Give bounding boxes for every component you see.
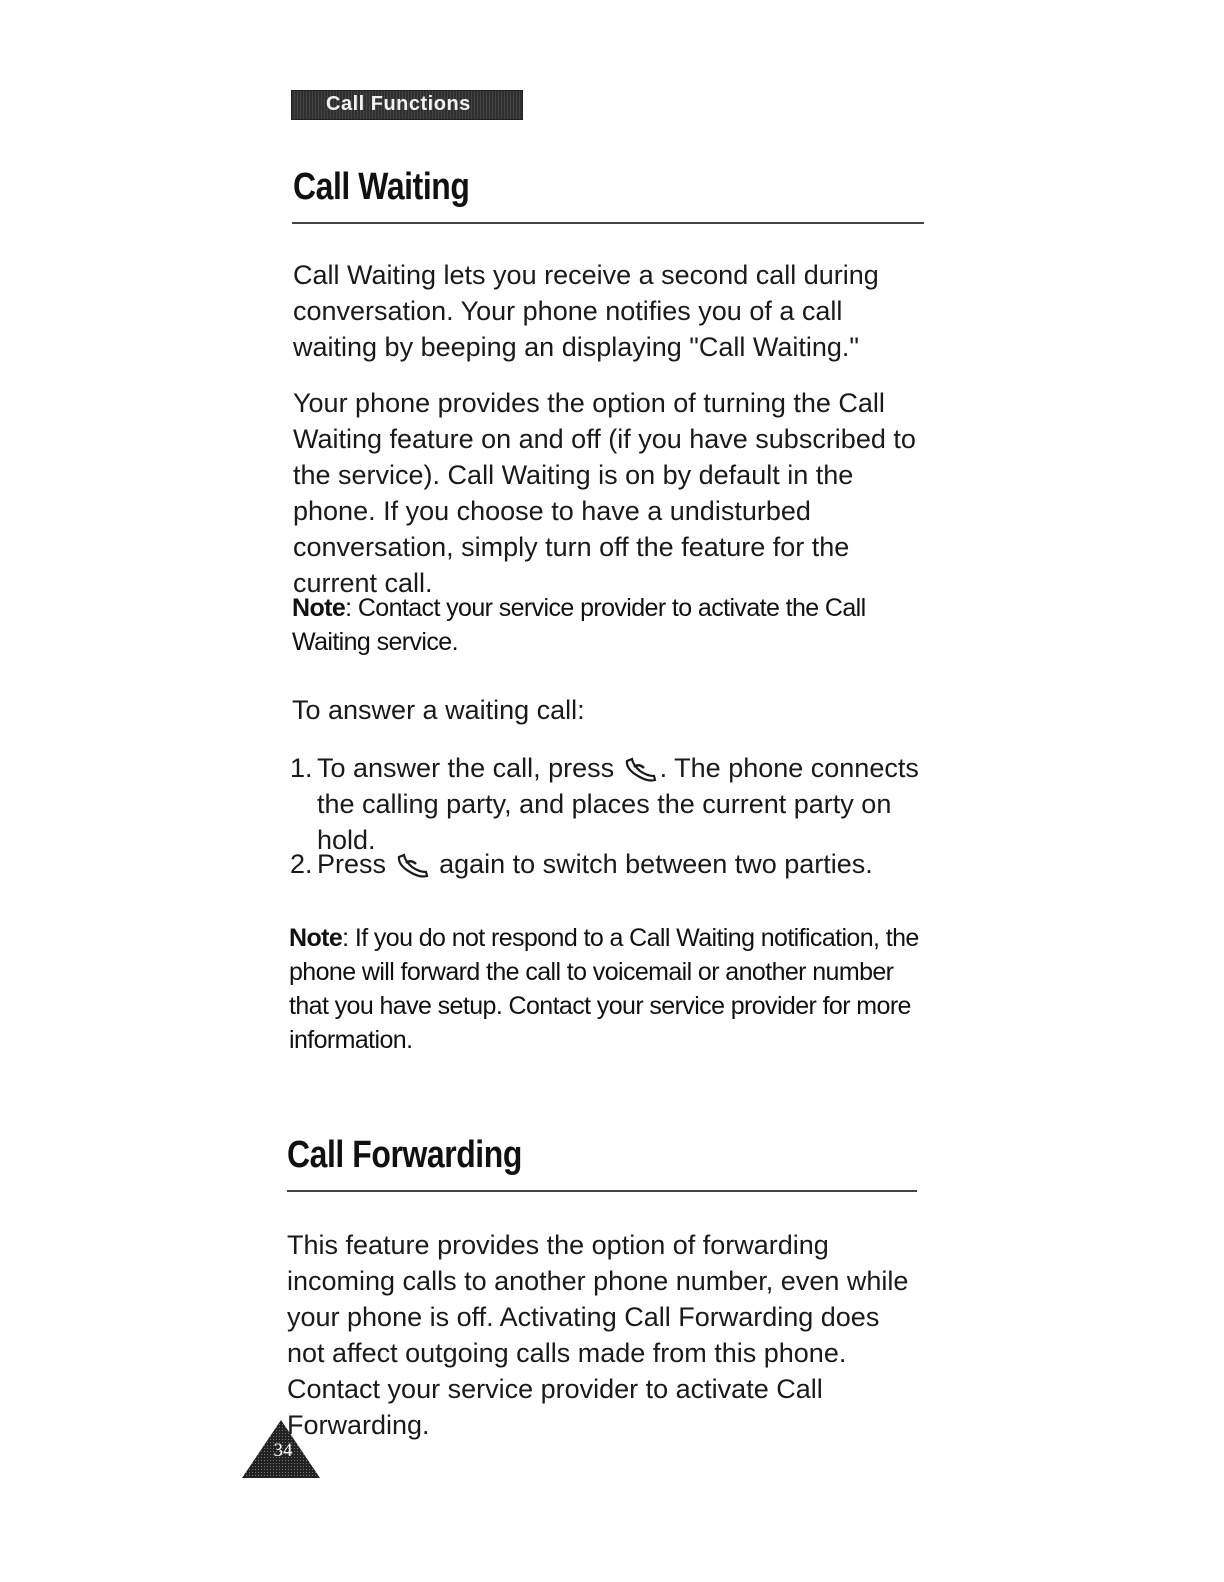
step-text-before: To answer the call, press	[317, 753, 615, 783]
step-1	[290, 750, 930, 855]
note-text: : If you do not respond to a Call Waiting notification, the phone will forward the call to voicemail or another number that you have setup. Contact your service provider for more information.	[289, 924, 919, 1054]
page-number: 34	[273, 1440, 293, 1461]
note-activate	[292, 591, 917, 659]
step-text-before: Press	[317, 849, 387, 879]
call-forwarding-title: Call Forwarding	[287, 1134, 522, 1176]
note-label: Note	[289, 924, 343, 952]
step-text-after: . The phone connects the calling party, and places the current party on hold.	[317, 753, 919, 855]
note-label: Note	[292, 594, 346, 622]
page-number-marker	[240, 1418, 322, 1480]
note-unanswered	[289, 921, 919, 1057]
section-tab	[291, 90, 523, 120]
call-waiting-description: Your phone provides the option of turning the Call Waiting feature on and off (if you have subscribed to the service). Call Waiting is on by default in the phone. If you choose to have a undisturbed conversation, simply turn off the feature for the current call.	[293, 388, 916, 598]
call-waiting-intro: Call Waiting lets you receive a second call during conversation. Your phone notifies you of a call waiting by beeping an displaying "Call Waiting."	[293, 260, 879, 362]
step-text	[317, 750, 927, 858]
note-text: : Contact your service provider to activate the Call Waiting service.	[292, 594, 866, 656]
answer-intro: To answer a waiting call:	[292, 695, 585, 725]
step-number: 2.	[290, 849, 313, 879]
send-key-icon	[396, 851, 430, 879]
send-key-icon	[624, 755, 658, 783]
title-rule	[287, 1190, 917, 1192]
title-rule	[292, 222, 924, 224]
section-tab-label: Call Functions	[326, 93, 471, 115]
step-2	[290, 846, 930, 886]
step-text-after: again to switch between two parties.	[439, 849, 873, 879]
step-number: 1.	[290, 753, 313, 783]
call-forwarding-description: This feature provides the option of forwarding incoming calls to another phone number, even while your phone is off. Activating Call Forwarding does not affect outgoing calls made from this phone. Contact your service provider to activate Call Forwarding.	[287, 1230, 909, 1440]
call-waiting-title: Call Waiting	[293, 166, 470, 208]
step-text	[317, 846, 927, 882]
